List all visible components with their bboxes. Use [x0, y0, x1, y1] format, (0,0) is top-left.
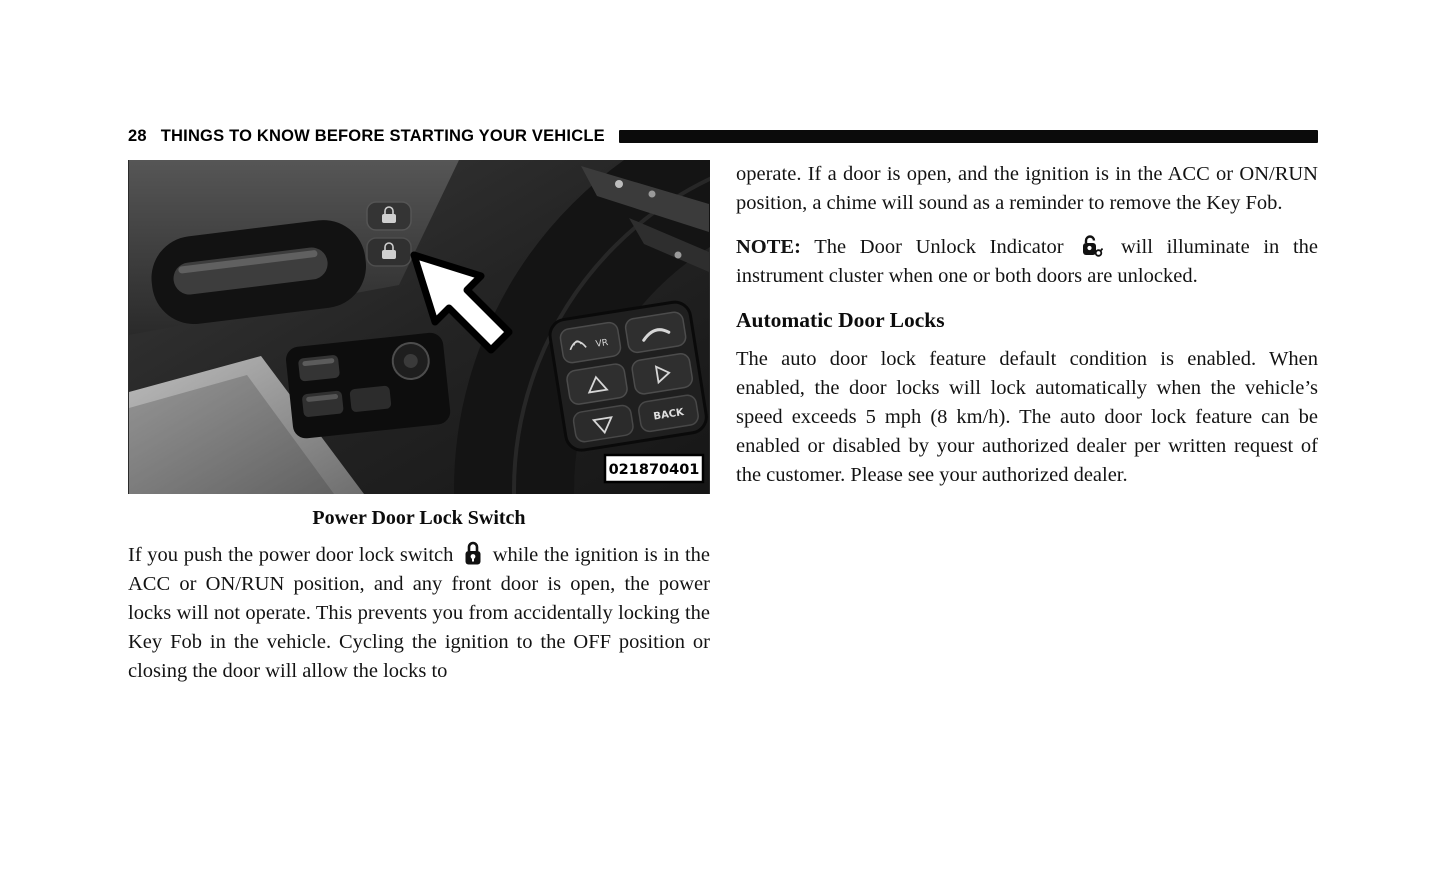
door-unlock-indicator-icon [1081, 233, 1103, 259]
right-paragraph-2: The auto door lock feature default condition is enabled. When enabled, the door locks will lock automatically when the vehicle’s speed exceeds 5 mph (8 km/h). The auto door lock feature can be enabled or disabled by your authorized dealer per written request of the customer. Please see your authorized dealer. [736, 348, 1318, 486]
back-button-label: BACK [652, 406, 685, 423]
page-columns [128, 160, 1318, 686]
note-paragraph [736, 233, 1318, 291]
header-rule-bar [619, 130, 1318, 143]
running-header [128, 127, 1318, 146]
image-code-box [605, 455, 703, 482]
door-interior-photo [128, 160, 710, 494]
right-paragraph-1: operate. If a door is open, and the ignition is in the ACC or ON/RUN position, a chime will sound as a reminder to remove the Key Fob. [736, 163, 1318, 214]
left-column [128, 160, 710, 686]
figure-caption: Power Door Lock Switch [312, 507, 526, 529]
right-column [736, 160, 1318, 686]
svg-text:VR: VR [595, 337, 609, 350]
section-heading-automatic-door-locks: Automatic Door Locks [736, 308, 945, 332]
figure-power-door-lock [128, 160, 710, 530]
image-code: 021870401 [608, 462, 700, 478]
note-after-icon: will illuminate in the instrument cluster when one or both doors are unlocked. [736, 236, 1319, 287]
chapter-title: THINGS TO KNOW BEFORE STARTING YOUR VEHICLE [160, 127, 605, 145]
note-label: NOTE: [736, 236, 801, 258]
left-paragraph-before: If you push the power door lock switch [128, 544, 454, 566]
window-switch-panel [285, 332, 452, 440]
left-paragraph [128, 539, 710, 686]
page-number: 28 [128, 127, 147, 145]
left-paragraph-after: while the ignition is in the ACC or ON/RUN position, and any front door is open, the power locks will not operate. This prevents you from accidentally locking the Key Fob in the vehicle. Cycling the ignition to the OFF position or closing the door will allow the locks to [128, 544, 710, 682]
steering-wheel-buttons [548, 300, 709, 453]
door-lock-switch-icon [463, 539, 483, 567]
note-before-icon: The Door Unlock Indicator [814, 236, 1064, 258]
